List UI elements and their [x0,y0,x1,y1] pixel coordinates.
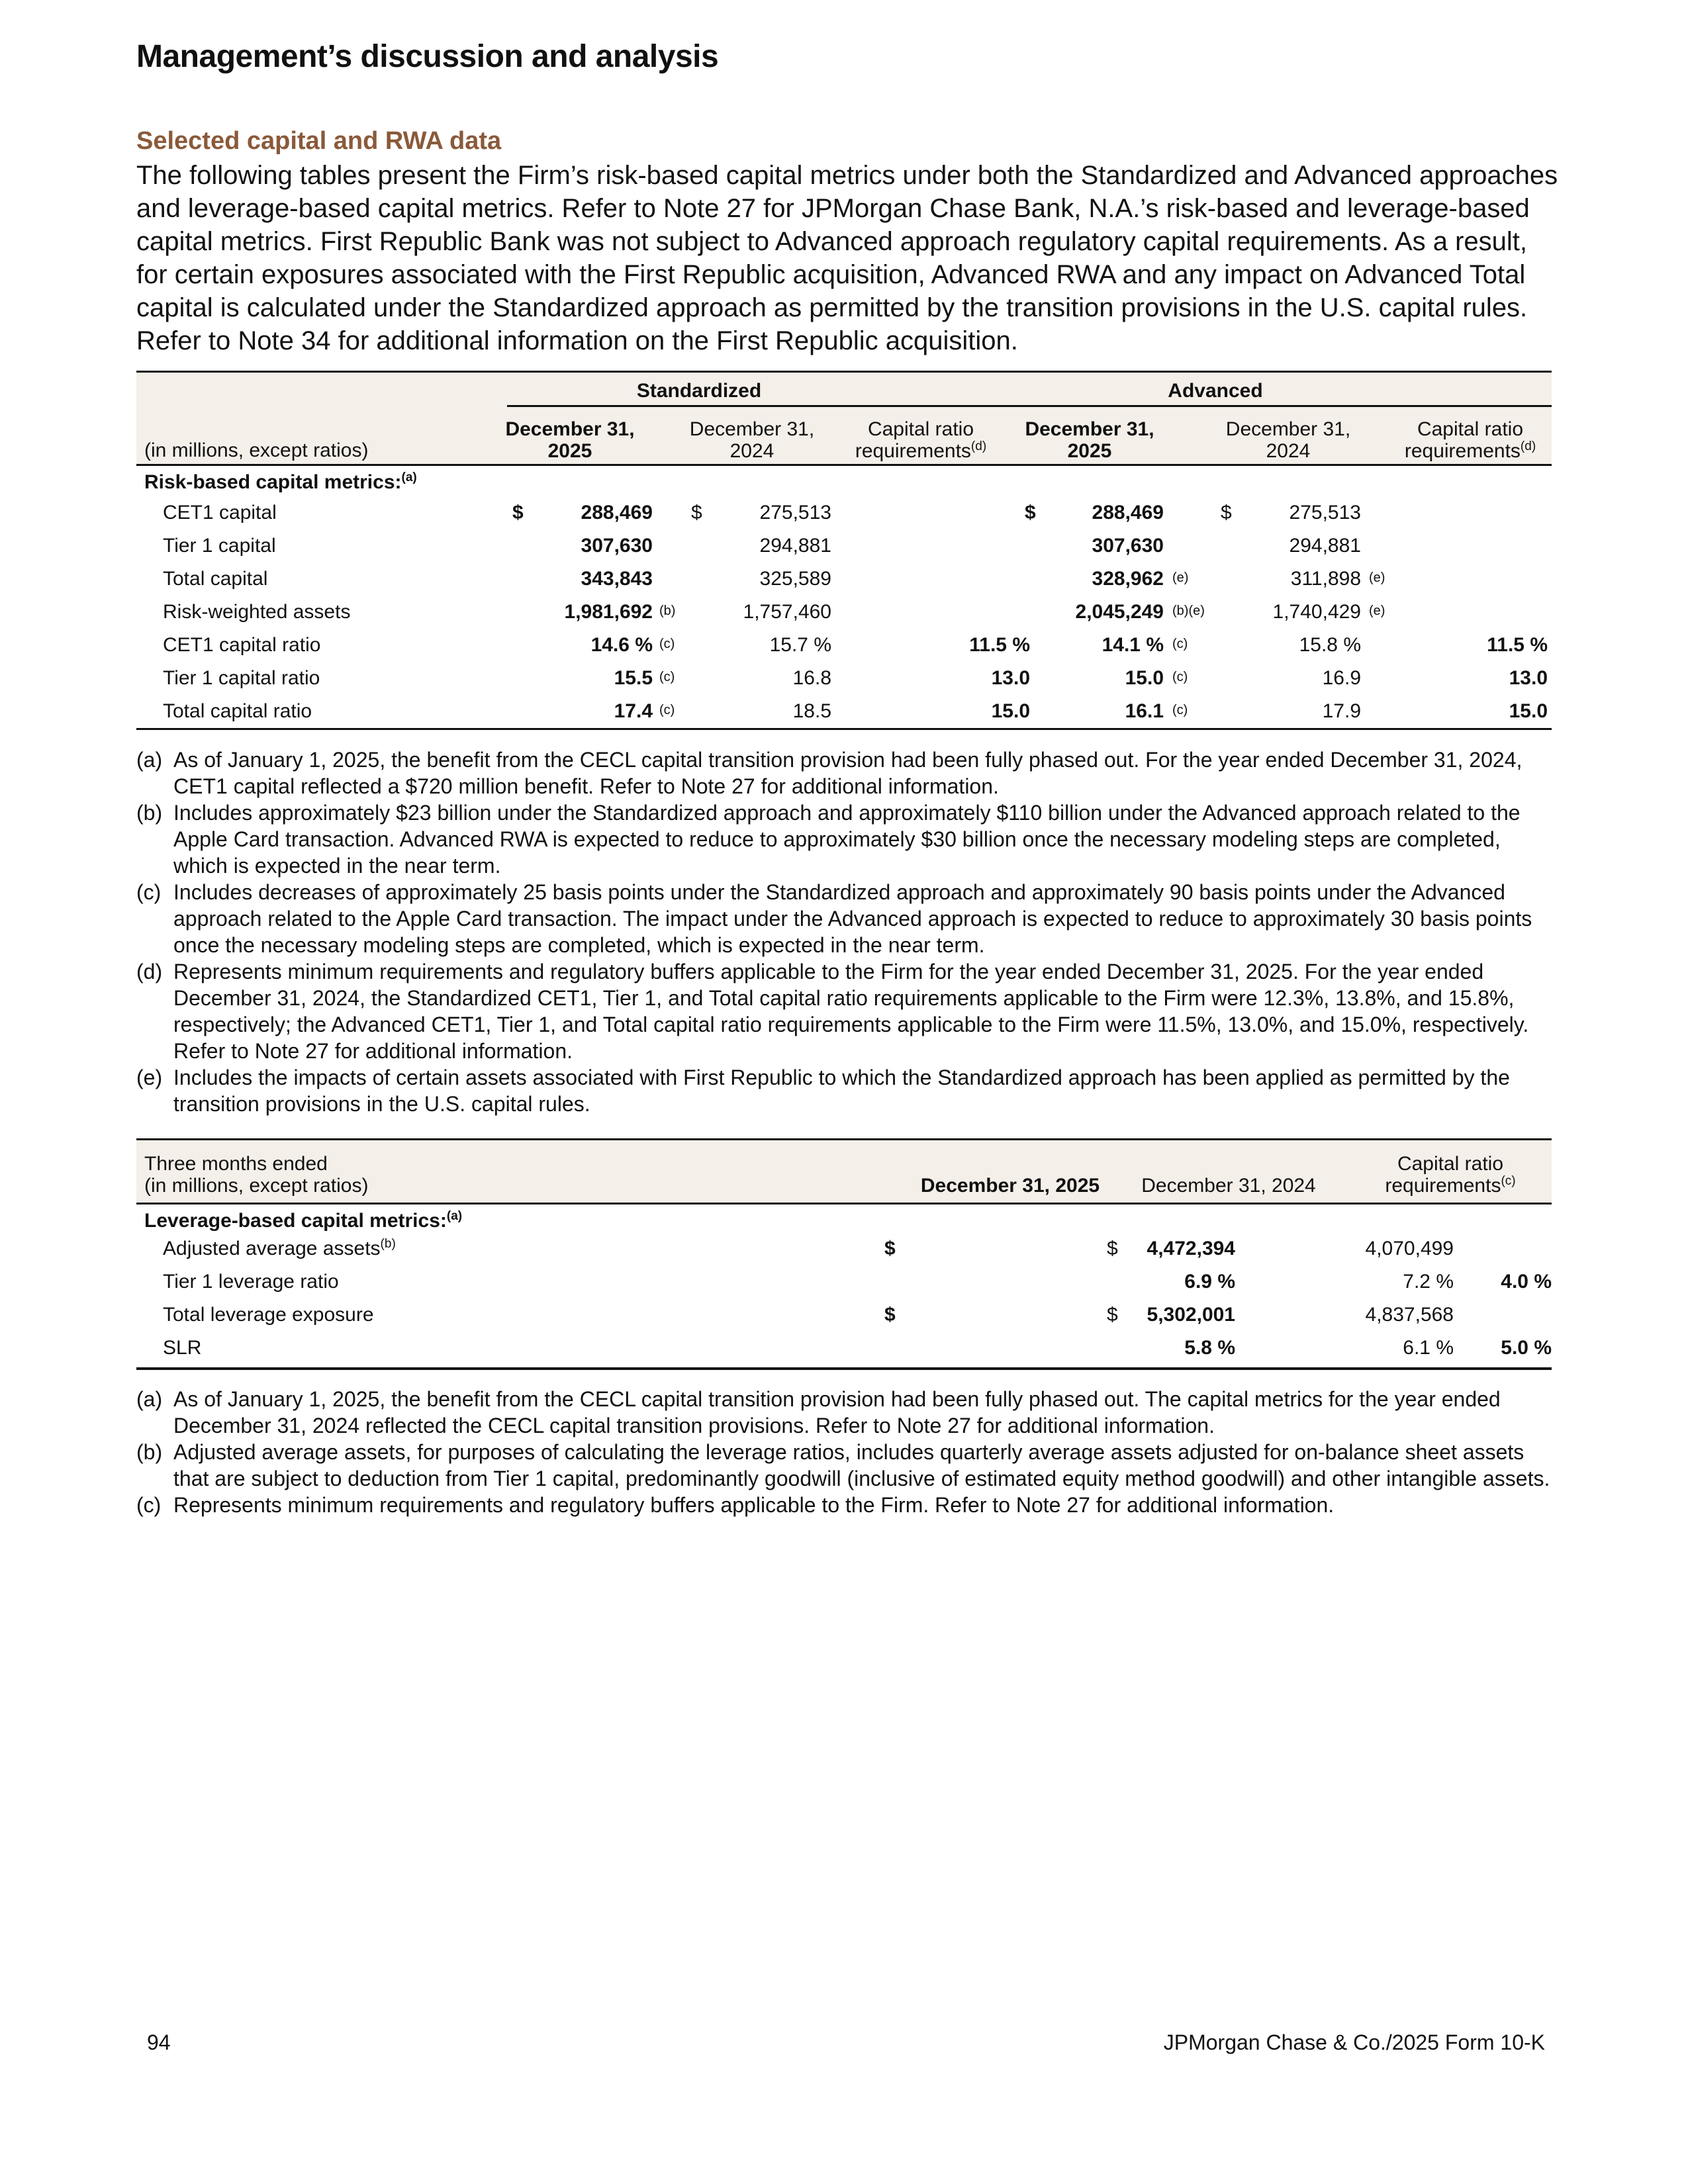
col2-2025: December 31, 2025 [920,1175,1100,1197]
footnote-text: Adjusted average assets, for purposes of calculating the leverage ratios, includes quarterly average assets adjusted for on-balance sheet assets that are subject to deduction from Tier 1 capital, predominantly goodwill (inclusive of estimated equity method goodwill) and other intangible assets. [173,1440,1550,1490]
col-std-req: Capital ratio requirements$^{(d)}$ [855,418,987,462]
currency-symbol: $ [1107,1238,1118,1259]
std-requirement: 13.0 [991,667,1030,689]
footnote [136,1492,1560,1518]
footnote-text: Includes approximately $23 billion under the Standardized approach and approximately $110 billion under the Advanced approach related to the Apple Card transaction. Advanced RWA is expected to reduce to approximately $30 billion once the necessary modeling steps are completed, which is expected in the near term. [173,801,1521,878]
row-label: Tier 1 capital [163,535,276,557]
value-2025: 6.9 % [1184,1271,1235,1293]
col-adv-2024: December 31, 2024 [1225,418,1351,462]
std-2025-value: 14.6 % [590,634,653,656]
footnotes-table2 [136,1386,1560,1518]
section-label-leverage: Leverage-based capital metrics:$^{(a)}$ [144,1209,463,1232]
currency-symbol: $ [691,502,702,523]
adv-2024-value: 294,881 [1289,535,1361,557]
currency-symbol: $ [884,1304,896,1326]
std-2024-value: 325,589 [759,568,831,590]
footnote [136,1064,1560,1117]
adv-requirement: 15.0 [1509,700,1548,722]
adv-2024-value: 275,513 [1289,502,1361,523]
std-2025-value: 307,630 [581,535,653,557]
adv-2025-footnote: (c) [1172,703,1188,717]
adv-2024-value: 1,740,429 [1272,601,1361,623]
table-bottom-rule [136,728,1552,730]
std-2025-value: 1,981,692 [564,601,653,623]
adv-2025-value: 288,469 [1092,502,1164,523]
row-label [163,1304,374,1326]
currency-symbol: $ [1025,502,1036,523]
std-2025-value: 15.5 [614,667,653,689]
footnote [136,747,1560,799]
row-label [163,1337,201,1359]
footnote-marker: (c) [136,1493,162,1517]
adv-2024-footnote: (e) [1369,570,1385,585]
currency-symbol: $ [1107,1304,1118,1326]
footnote-text: Includes the impacts of certain assets associated with First Republic to which the Standardized approach has been applied as permitted by the transition provisions in the U.S. capital rules. [173,1066,1510,1116]
table2-top-rule [136,1138,1552,1140]
group-advanced: Advanced [1168,380,1263,402]
requirement-value: 4.0 % [1501,1271,1552,1293]
adv-2024-value: 17.9 [1322,700,1361,722]
section-heading: Selected capital and RWA data [136,127,502,155]
footnote [136,958,1560,1064]
page-number: 94 [147,2030,171,2054]
currency-symbol: $ [512,502,524,523]
col-std-2024: December 31, 2024 [689,418,815,462]
value-2025: 4,472,394 [1147,1238,1235,1259]
std-2025-footnote: (b) [659,604,676,618]
row-label: CET1 capital [163,502,277,523]
value-2024: 6.1 % [1403,1337,1454,1359]
std-requirement: 15.0 [991,700,1030,722]
footnote [136,1439,1560,1492]
currency-symbol: $ [884,1238,896,1259]
adv-2025-value: 2,045,249 [1075,601,1164,623]
row-label-text: Adjusted average assets [163,1238,381,1259]
section-label-risk: Risk-based capital metrics:$^{(a)}$ [144,471,417,493]
std-2025-footnote: (c) [659,670,675,684]
footnote [136,1386,1560,1439]
value-2024: 4,837,568 [1365,1304,1454,1326]
page-title: Management’s discussion and analysis [136,39,719,74]
std-requirement: 11.5 % [969,634,1030,656]
group-advanced-rule [1019,405,1552,407]
table-top-rule [136,371,1552,373]
footnote-text: Includes decreases of approximately 25 basis points under the Standardized approach and approximately 90 basis points under the Advanced approach related to the Apple Card transaction. The impact under the Advanced approach is expected to reduce to approximately 30 basis points once the necessary modeling steps are completed, which is expected in the near term. [173,880,1532,957]
period-label: Three months ended [144,1153,328,1175]
adv-2024-footnote: (e) [1369,604,1385,618]
footnote-text: Represents minimum requirements and regulatory buffers applicable to the Firm for the year ended December 31, 2025. For the year ended December 31, 2024, the Standardized CET1, Tier 1, and Total capital ratio requirements applicable to the Firm were 12.3%, 13.8%, and 15.8%, respectively; the Advanced CET1, Tier 1, and Total capital ratio requirements applicable to the Firm were 11.5%, 13.0%, and 15.0%, respectively. Refer to Note 27 for additional information. [173,960,1529,1063]
footnote-text: As of January 1, 2025, the benefit from the CECL capital transition provision had been fully phased out. The capital metrics for the year ended December 31, 2024 reflected the CECL capital transition provisions. Refer to Note 27 for additional information. [173,1387,1501,1437]
std-2024-value: 16.8 [792,667,831,689]
footnote-text: Represents minimum requirements and regulatory buffers applicable to the Firm. Refer to Note 27 for additional information. [173,1493,1335,1517]
footnote-text: As of January 1, 2025, the benefit from the CECL capital transition provision had been fully phased out. For the year ended December 31, 2024, CET1 capital reflected a $720 million benefit. Refer to Note 27 for additional information. [173,748,1523,798]
std-2024-value: 294,881 [759,535,831,557]
footnote [136,879,1560,958]
row-label: Tier 1 capital ratio [163,667,320,689]
adv-2025-value: 15.0 [1125,667,1164,689]
row-label [163,1271,339,1293]
col-adv-2025: December 31, 2025 [1025,418,1154,462]
std-2025-footnote: (c) [659,703,675,717]
footnote-marker: (d) [136,960,163,983]
document-footer: JPMorgan Chase & Co./2025 Form 10-K [1163,2030,1545,2054]
adv-2024-value: 15.8 % [1299,634,1361,656]
adv-requirement: 13.0 [1509,667,1548,689]
requirement-value: 5.0 % [1501,1337,1552,1359]
table2-header-rule [136,1203,1552,1205]
row-label-text: Tier 1 leverage ratio [163,1271,339,1293]
adv-2025-value: 328,962 [1092,568,1164,590]
footnote [136,799,1560,879]
col-std-2025: December 31, 2025 [505,418,635,462]
std-2025-value: 343,843 [581,568,653,590]
adv-2025-footnote: (c) [1172,670,1188,684]
intro-paragraph: The following tables present the Firm’s risk-based capital metrics under both the Standardized and Advanced approaches and leverage-based capital metrics. Refer to Note 27 for JPMorgan Chase Bank, N.A.’s risk-based and leverage-based capital metrics. First Republic Bank was not subject to Advanced approach regulatory capital requirements. As a result, for certain exposures associated with the First Republic acquisition, Advanced RWA and any impact on Advanced Total capital is calculated under the Standardized approach as permitted by the transition provisions in the U.S. capital rules. Refer to Note 34 for additional information on the First Republic acquisition. [136,161,1558,355]
table2-bottom-rule [136,1367,1552,1370]
row-label: CET1 capital ratio [163,634,321,656]
row-label: Risk-weighted assets [163,601,351,623]
currency-symbol: $ [1221,502,1232,523]
adv-2025-value: 14.1 % [1102,634,1164,656]
footnote-marker: (c) [136,880,162,904]
value-2024: 7.2 % [1403,1271,1454,1293]
value-2025: 5,302,001 [1147,1304,1235,1326]
row-label [163,1238,396,1260]
adv-2024-value: 311,898 [1290,568,1361,590]
std-2024-value: 1,757,460 [743,601,831,623]
footnote-marker: (b) [136,801,163,825]
footnote-marker: (e) [136,1066,163,1089]
std-2024-value: 275,513 [759,502,831,523]
group-standardized: Standardized [636,380,762,402]
row-label: Total capital [163,568,268,590]
row-label-text: SLR [163,1337,202,1359]
adv-2024-value: 16.9 [1322,667,1361,689]
value-2024: 4,070,499 [1365,1238,1454,1259]
footnote-marker: (a) [136,1387,163,1411]
row-label-footnote: (b) [380,1237,396,1251]
adv-2025-value: 16.1 [1125,700,1164,722]
adv-2025-footnote: (c) [1172,637,1188,651]
std-2024-value: 15.7 % [769,634,831,656]
risk-based-capital-table [136,371,1552,728]
value-2025: 5.8 % [1184,1337,1235,1359]
adv-2025-value: 307,630 [1092,535,1164,557]
std-2025-value: 288,469 [581,502,653,523]
row-label: Total capital ratio [163,700,312,722]
std-2025-value: 17.4 [614,700,653,722]
col2-2024: December 31, 2024 [1141,1175,1316,1197]
footnotes-table1 [136,747,1560,1117]
footnote-marker: (a) [136,748,163,772]
units-label-2: (in millions, except ratios) [144,1175,369,1197]
leverage-capital-table [136,1138,1552,1370]
adv-2025-footnote: (e) [1172,570,1189,585]
adv-requirement: 11.5 % [1487,634,1548,656]
units-label: (in millions, except ratios) [144,439,369,461]
row-label-text: Total leverage exposure [163,1304,374,1326]
footnote-marker: (b) [136,1440,163,1464]
col-adv-req: Capital ratio requirements$^{(d)}$ [1404,418,1536,462]
adv-2025-footnote: (b)(e) [1172,604,1205,618]
std-2025-footnote: (c) [659,637,675,651]
col2-req: Capital ratio requirements$^{(c)}$ [1385,1153,1516,1197]
std-2024-value: 18.5 [792,700,831,722]
header-bottom-rule [136,464,1552,466]
